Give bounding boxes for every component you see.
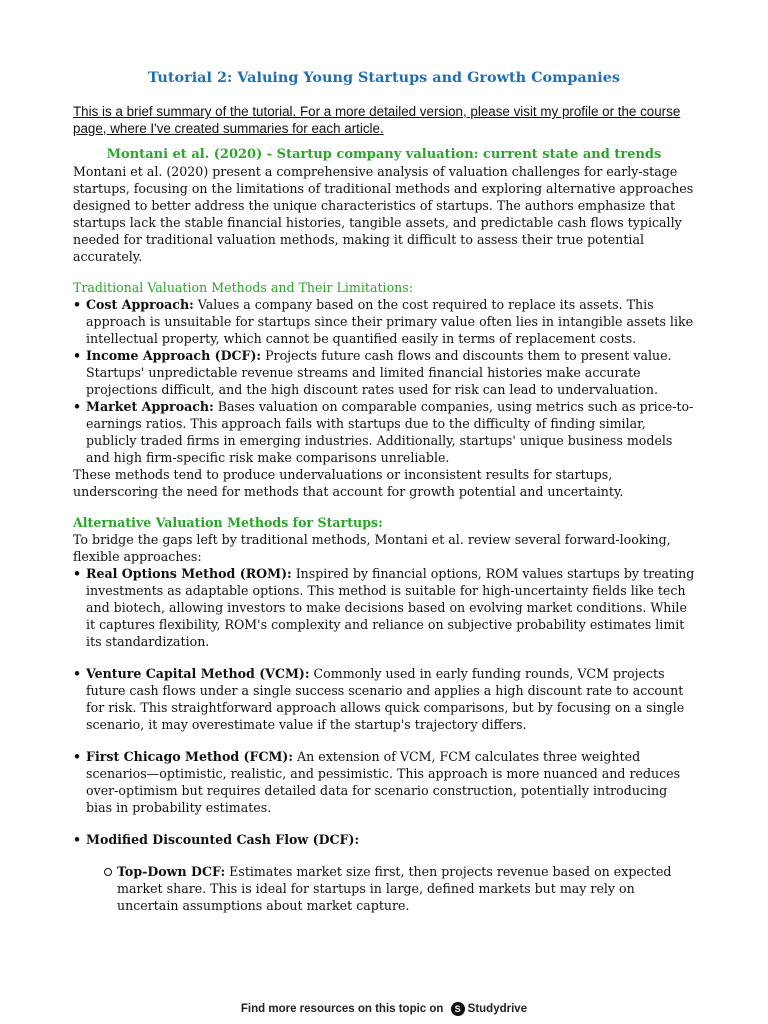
alternative-heading: Alternative Valuation Methods for Startups: (73, 515, 383, 530)
alternative-list (73, 565, 695, 914)
sub-list (86, 863, 695, 914)
article-summary: Montani et al. (2020) present a comprehensive analysis of valuation challenges for early-stage startups, focusing on the limitations of traditional methods and exploring alternative approaches designed to better address the unique characteristics of startups. The authors emphasize that startups lack the stable financial histories, tangible assets, and predictable cash flows typically needed for traditional valuation methods, making it difficult to assess their true potential accurately. (73, 164, 694, 264)
item-text: Inspired by financial options, ROM values startups by treating investments as adaptable options. This method is suitable for high-uncertainty fields like tech and biotech, allowing investors to make decisions based on evolving market conditions. While it captures flexibility, ROM's complexity and reliance on subjective probability estimates limit its standardization. (86, 566, 695, 649)
item-term: Venture Capital Method (VCM): (86, 666, 310, 681)
alternative-lead: To bridge the gaps left by traditional methods, Montani et al. review several forward-looking, flexible approaches: (73, 532, 671, 564)
traditional-list (73, 296, 695, 466)
bullet-icon: • (73, 666, 82, 681)
list-item (73, 748, 695, 816)
list-item (73, 565, 695, 650)
bullet-icon: • (73, 399, 82, 414)
document-page (73, 68, 695, 929)
article-heading: Montani et al. (2020) - Startup company valuation: current state and trends (106, 147, 662, 162)
bullet-icon: • (73, 566, 82, 581)
bullet-icon: • (73, 297, 82, 312)
traditional-heading: Traditional Valuation Methods and Their Limitations: (73, 280, 413, 295)
item-text: An extension of VCM, FCM calculates three weighted scenarios—optimistic, realistic, and pessimistic. This approach is more nuanced and reduces over-optimism but requires detailed data for scenario construction, potentially introducing bias in probability estimates. (86, 749, 681, 815)
item-term: Modified Discounted Cash Flow (DCF): (86, 832, 360, 847)
item-term: Top-Down DCF: (117, 864, 226, 879)
footer (0, 1002, 768, 1016)
item-text: Commonly used in early funding rounds, VCM projects future cash flows under a single success scenario and applies a high discount rate to account for risk. This straightforward approach allows quick comparisons, but by focusing on a single scenario, it may overestimate value if the startup's trajectory differs. (86, 666, 685, 732)
item-term: Real Options Method (ROM): (86, 566, 292, 581)
intro-link[interactable]: This is a brief summary of the tutorial. For a more detailed version, please visit my profile or the course page, where I've created summaries for each article. (73, 104, 681, 136)
list-item (73, 347, 695, 398)
list-item (73, 398, 695, 466)
bullet-icon: • (73, 749, 82, 764)
traditional-conclusion: These methods tend to produce undervaluations or inconsistent results for startups, underscoring the need for methods that account for growth potential and uncertainty. (73, 467, 624, 499)
circle-bullet-icon (104, 868, 112, 876)
item-term: Income Approach (DCF): (86, 348, 262, 363)
item-term: Market Approach: (86, 399, 214, 414)
item-term: First Chicago Method (FCM): (86, 749, 294, 764)
list-item (73, 831, 695, 914)
item-text: Values a company based on the cost required to replace its assets. This approach is unsuitable for startups since their primary value often lies in intangible assets like intellectual property, which cannot be quantified easily in terms of replacement costs. (86, 297, 694, 346)
studydrive-logo-icon: S (451, 1002, 465, 1016)
sub-list-item (104, 863, 695, 914)
document-title: Tutorial 2: Valuing Young Startups and Growth Companies (148, 69, 620, 86)
item-text: Bases valuation on comparable companies, using metrics such as price-to-earnings ratios. This approach fails with startups due to the difficulty of finding similar, publicly traded firms in emerging industries. Additionally, startups' unique business models and high firm-specific risk make comparisons unreliable. (86, 399, 694, 465)
list-item (73, 665, 695, 733)
studydrive-link[interactable]: Studydrive (467, 1003, 528, 1015)
item-text: Estimates market size first, then projects revenue based on expected market share. This is ideal for startups in large, defined markets but may rely on uncertain assumptions about market capture. (117, 864, 672, 913)
bullet-icon: • (73, 832, 82, 847)
footer-text: Find more resources on this topic on (240, 1003, 444, 1016)
item-text: Projects future cash flows and discounts them to present value. Startups' unpredictable revenue streams and limited financial histories make accurate projections difficult, and the high discount rates used for risk can lead to undervaluation. (86, 348, 672, 397)
bullet-icon: • (73, 348, 82, 363)
list-item (73, 296, 695, 347)
item-term: Cost Approach: (86, 297, 194, 312)
